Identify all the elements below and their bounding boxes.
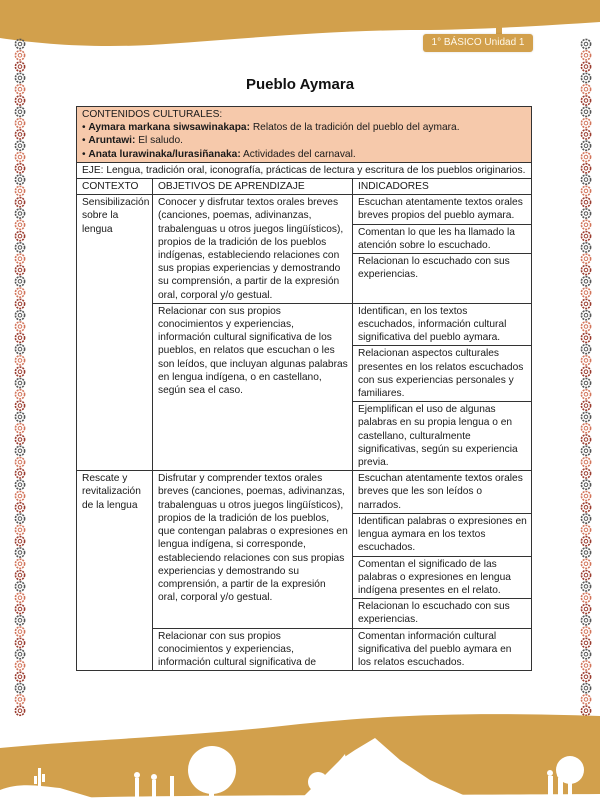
table-row (77, 471, 532, 628)
indicador-item: Comentan información cultural significativa del pueblo aymara en los relatos escuchados. (358, 630, 512, 668)
column-header-indicadores: INDICADORES (353, 179, 532, 195)
cultural-desc: El saludo. (135, 135, 183, 147)
column-header-objetivos: OBJETIVOS DE APRENDIZAJE (153, 179, 353, 195)
cultural-desc: Relatos de la tradición del pueblo del aymara. (249, 122, 460, 134)
cultural-desc: Actividades del carnaval. (240, 148, 356, 160)
cultural-item: • Aymara markana siwsawinakapa: Relatos de la tradición del pueblo del aymara. (82, 122, 460, 134)
indicador-item: Escuchan atentamente textos orales breves que les son leídos o narrados. (353, 471, 531, 514)
indicador-item: Identifican, en los textos escuchados, información cultural significativa del pueblo aymara. (353, 304, 531, 347)
column-header-contexto: CONTEXTO (77, 179, 153, 195)
table-row (77, 195, 532, 304)
contexto-cell: Rescate y revitalización de la lengua (77, 471, 153, 671)
cultural-item: • Aruntawi: El saludo. (82, 135, 183, 147)
indicadores-cell (353, 471, 532, 628)
indicador-item: Comentan lo que les ha llamado la atención sobre lo escuchado. (353, 225, 531, 254)
right-ornament-column (578, 38, 594, 718)
indicador-item: Relacionan lo escuchado con sus experiencias. (358, 256, 510, 281)
indicador-item: Identifican palabras o expresiones en lengua aymara en los textos escuchados. (353, 514, 531, 557)
objetivo-cell: Relacionar con sus propios conocimientos y experiencias, información cultural significativa de (153, 628, 353, 671)
cultural-item: • Anata lurawinaka/lurasiñanaka: Actividades del carnaval. (82, 148, 356, 160)
cultural-term: Aruntawi: (88, 135, 136, 147)
cultural-term: Anata lurawinaka/lurasiñanaka: (88, 148, 241, 160)
unit-badge: 1° BÁSICO Unidad 1 (423, 34, 533, 52)
cultural-contents-cell (77, 107, 532, 163)
objetivo-cell: Disfrutar y comprender textos orales breves (canciones, poemas, adivinanzas, trabalenguas u otros juegos lingüísticos), propios de la tradición de los pueblos, que contengan palabras o expresiones en lengua indígena, si corresponde, estableciendo relaciones con sus propias experiencias y demostrando su comprensión, a partir de la expresión oral, corporal y/o gestual. (153, 471, 353, 628)
contexto-cell: Sensibilización sobre la lengua (77, 195, 153, 471)
indicador-item: Ejemplifican el uso de algunas palabras en su propia lengua o en castellano, culturalmente significativas, según su experiencia previa. (358, 404, 518, 469)
cultural-term: Aymara markana siwsawinakapa: (88, 122, 250, 134)
page-title: Pueblo Aymara (245, 76, 355, 93)
cultural-heading: CONTENIDOS CULTURALES: (82, 109, 223, 120)
curriculum-table (76, 106, 532, 671)
indicador-item: Escuchan atentamente textos orales breves propios del pueblo aymara. (353, 195, 531, 224)
indicador-item: Relacionan lo escuchado con sus experiencias. (358, 601, 510, 626)
objetivo-cell: Relacionar con sus propios conocimientos y experiencias, información cultural significativa de los pueblos, en relatos que escuchan o les son leídos, que incluyan algunas palabras en lengua indígena, o en castellano, según sea el caso. (153, 303, 353, 470)
bottom-landscape-decoration (0, 690, 600, 800)
indicadores-cell (353, 628, 532, 671)
indicador-item: Comentan el significado de las palabras o expresiones en lengua indígena presentes en el relato. (353, 557, 531, 600)
objetivo-cell: Conocer y disfrutar textos orales breves (canciones, poemas, adivinanzas, trabalenguas u otros juegos lingüísticos), propios de la tradición de los pueblos indígenas, estableciendo relaciones con sus propias experiencias y demostrando su comprensión, a partir de la expresión oral, corporal y/o gestual. (153, 195, 353, 304)
eje-cell: EJE: Lengua, tradición oral, iconografía, prácticas de lectura y escritura de los pueblos originarios. (77, 162, 532, 178)
indicadores-cell (353, 195, 532, 304)
indicador-item: Relacionan aspectos culturales presentes en los relatos escuchados con sus experiencias personales y familiares. (353, 346, 531, 402)
left-ornament-column (12, 38, 28, 718)
indicadores-cell (353, 303, 532, 470)
table-header-row (77, 179, 532, 195)
